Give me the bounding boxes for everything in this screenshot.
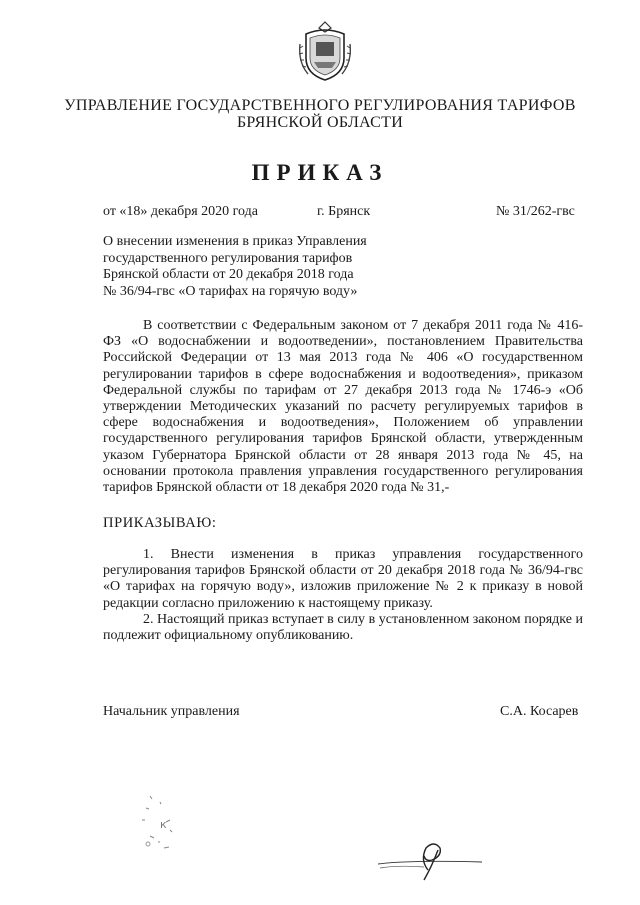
org-name-line2: БРЯНСКОЙ ОБЛАСТИ <box>236 114 404 131</box>
preamble-paragraph: В соответствии с Федеральным законом от 7 декабря 2011 года № 416-ФЗ «О водоснабжении и водоотведении», постановлением Правительства Российской Федерации от 13 мая 2013 года № 406 «О государственном регулировании тарифов в сфере водоснабжения и водоотведения», приказом Федеральной службы по тарифам от 27 декабря 2013 года № 1746-э «Об утверждении Методических указаний по расчету регулируемых тарифов в сфере водоснабжения и водоотведения», Положением об управлении государственного регулирования тарифов Брянской области, утвержденным указом Губернатора Брянской области от 28 января 2013 года № 45, на основании протокола правления управления государственного регулирования тарифов Брянской области от 18 декабря 2020 года № 31,- <box>103 318 583 496</box>
scan-marks-decoration <box>120 790 220 860</box>
order-item-2: 2. Настоящий приказ вступает в силу в установленном законом порядке и подлежит официальному опубликованию. <box>103 611 583 644</box>
document-subject <box>103 234 367 300</box>
document-number: № 31/262-гвс <box>496 204 575 219</box>
order-word: ПРИКАЗЫВАЮ: <box>103 515 217 531</box>
preamble-block <box>103 318 583 496</box>
org-name-line1: УПРАВЛЕНИЕ ГОСУДАРСТВЕННОГО РЕГУЛИРОВАНИЯ ТАРИФОВ <box>64 97 576 114</box>
coat-of-arms-icon <box>296 18 354 84</box>
subject-line: № 36/94-гвс «О тарифах на горячую воду» <box>103 283 358 299</box>
svg-text:к: к <box>160 818 167 831</box>
subject-line: государственного регулирования тарифов <box>103 250 353 266</box>
subject-line: Брянской области от 20 декабря 2018 года <box>103 267 354 282</box>
subject-line: О внесении изменения в приказ Управления <box>103 234 367 249</box>
document-date: от «18» декабря 2020 года <box>103 204 258 219</box>
order-item-1: 1. Внести изменения в приказ управления государственного регулирования тарифов Брянской области от 20 декабря 2018 года № 36/94-гвс «О тарифах на горячую воду», изложив приложение № 2 к приказу в новой редакции согласно приложению к настоящему приказу. <box>103 547 583 611</box>
document-city: г. Брянск <box>317 204 371 219</box>
handwritten-signature <box>370 830 490 890</box>
signatory-name: С.А. Косарев <box>500 704 579 719</box>
signatory-role: Начальник управления <box>103 704 240 719</box>
document-title: ПРИКАЗ <box>251 160 389 185</box>
order-items <box>103 547 583 644</box>
